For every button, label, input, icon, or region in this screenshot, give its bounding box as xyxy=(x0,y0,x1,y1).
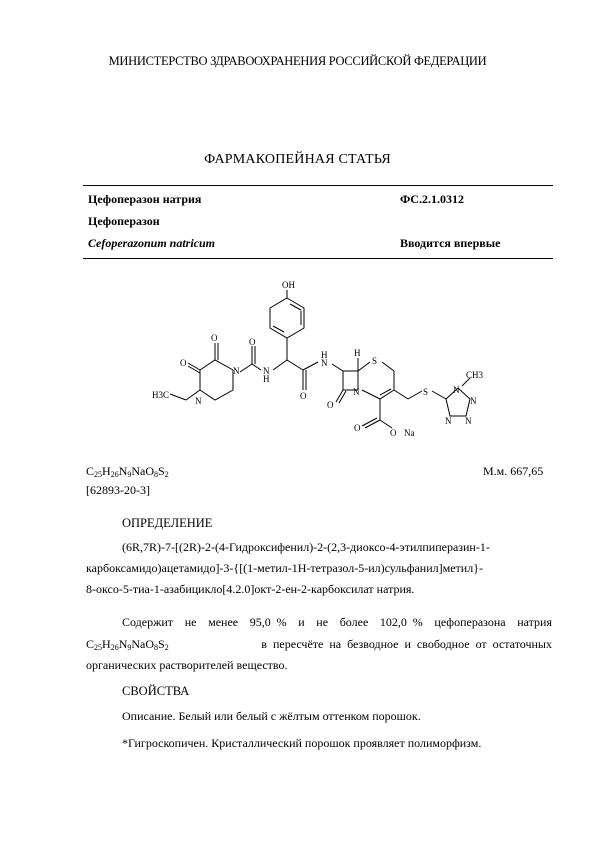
definition-line-1: (6R,7R)-7-[(2R)-2-(4-Гидроксифенил)-2-(2,3-диоксо-4-этилпиперазин-1- xyxy=(122,540,490,554)
name-row-1 xyxy=(88,192,548,207)
substance-alt-name: Цефоперазон xyxy=(88,214,160,228)
properties-heading: СВОЙСТВА xyxy=(122,684,190,698)
methyl-ch3-label: CH3 xyxy=(466,370,484,380)
definition-line-3: 8-оксо-5-тиа-1-азабицикло[4.2.0]окт-2-ен-2-карбоксилат натрия. xyxy=(86,582,415,596)
content-line-2 xyxy=(86,634,552,655)
piperazine-n1-label: N xyxy=(233,366,240,376)
amide-o-label: O xyxy=(300,391,307,401)
header-divider-bottom xyxy=(83,258,553,259)
oh-label: OH xyxy=(282,280,295,290)
tetrazole-n4-label: N xyxy=(445,416,452,426)
carboxyl-o-label: O xyxy=(354,423,361,433)
hygroscopic-text: *Гигроскопичен. Кристаллический порошок проявляет полиморфизм. xyxy=(122,736,482,750)
content-line-3: органических растворителей вещество. xyxy=(86,658,288,672)
thio-s-label: S xyxy=(423,387,429,397)
latin-name: Cefoperazonum natricum xyxy=(88,236,216,250)
cas-number: [62893-20-3] xyxy=(86,483,150,497)
tetrazole-n2-label: N xyxy=(470,396,477,406)
tetrazole-n3-label: N xyxy=(465,416,472,426)
carboxylate-o-label: O xyxy=(390,428,397,438)
description-text: Описание. Белый или белый с жёлтым оттенком порошок. xyxy=(122,709,421,723)
content-line-1: Содержит не менее 95,0 % и не более 102,0 % цефоперазона натрия xyxy=(122,615,552,629)
lactam-o-label: O xyxy=(327,400,334,410)
status-note: Вводится впервые xyxy=(400,236,501,250)
piperazine-n2-label: N xyxy=(195,396,202,406)
chemical-structure xyxy=(140,268,490,448)
name-row-2 xyxy=(88,214,548,229)
ring-n-label: N xyxy=(353,387,360,397)
nh1-n-label: N xyxy=(263,366,270,376)
document-title: ФАРМАКОПЕЙНАЯ СТАТЬЯ xyxy=(204,152,391,167)
article-code: ФС.2.1.0312 xyxy=(400,192,464,206)
carbamoyl-o-label: O xyxy=(249,337,256,347)
nh1-h-label: H xyxy=(263,374,270,384)
substance-name: Цефоперазон натрия xyxy=(88,192,202,206)
ring-s-label: S xyxy=(372,356,378,366)
nh2-n-label: N xyxy=(321,358,328,368)
tetrazole-n1-label: N xyxy=(453,385,460,395)
definition-heading: ОПРЕДЕЛЕНИЕ xyxy=(122,516,213,530)
molecular-mass: М.м. 667,65 xyxy=(483,464,544,478)
ethyl-h3c-label: H3C xyxy=(152,390,170,400)
name-row-3 xyxy=(88,236,548,251)
nh2-h-label: H xyxy=(321,350,328,360)
content-rest: в пересчёте на безводное и свободное от остаточных xyxy=(261,637,552,651)
header-divider-top xyxy=(83,185,553,186)
content-formula: $C_{25}H_{26}N_9NaO_8S_2$ xyxy=(86,637,169,652)
sodium-label: Na xyxy=(404,428,415,438)
ministry-header: МИНИСТЕРСТВО ЗДРАВООХРАНЕНИЯ РОССИЙСКОЙ ФЕДЕРАЦИИ xyxy=(108,54,487,68)
molecular-formula: $C_{25}H_{26}N_9NaO_8S_2$ xyxy=(86,464,169,479)
oxo-o1-label: O xyxy=(211,333,218,343)
stereo-h-label: H xyxy=(354,348,361,358)
definition-line-2: карбоксамидо)ацетамидо]-3-{[(1-метил-1H-тетразол-5-ил)сульфанил]метил}- xyxy=(86,561,483,575)
oxo-o2-label: O xyxy=(180,358,187,368)
